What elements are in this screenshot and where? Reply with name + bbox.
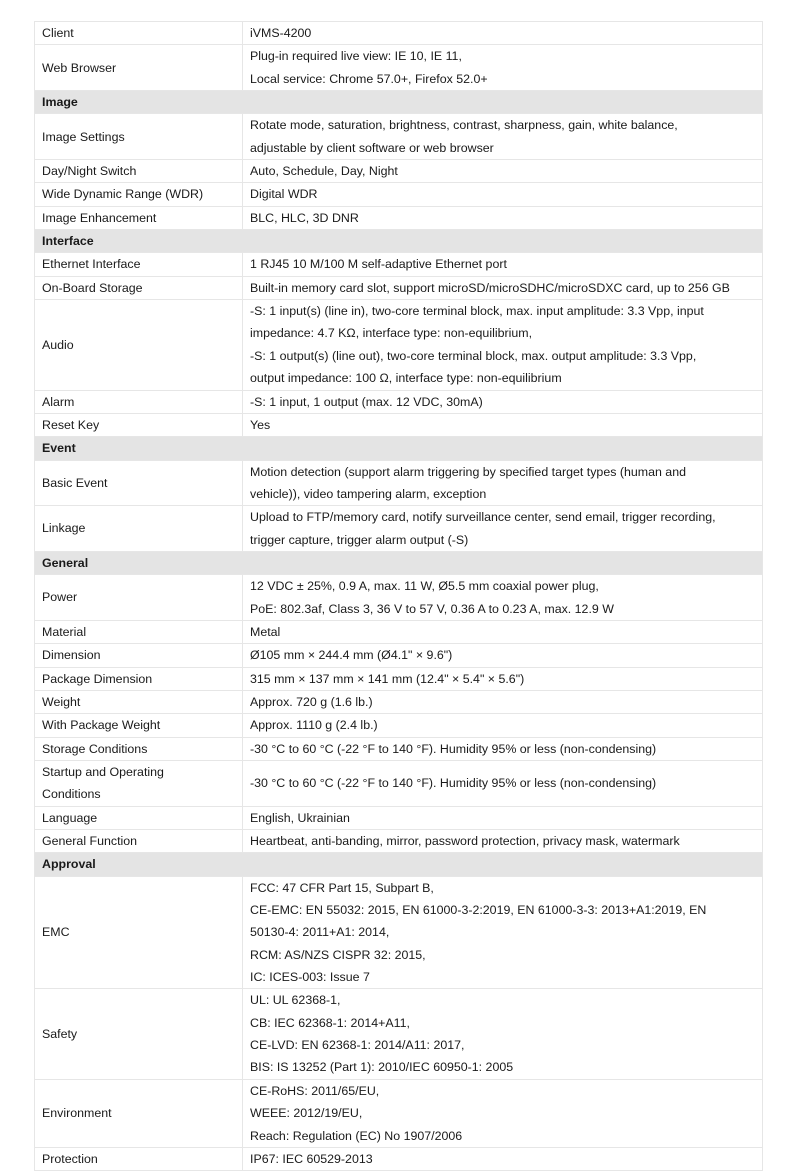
- spec-value: [243, 160, 763, 183]
- section-header-row: [35, 437, 763, 460]
- spec-value-line: -30 °C to 60 °C (-22 °F to 140 °F). Humidity 95% or less (non-condensing): [250, 776, 657, 791]
- spec-label-text: Conditions: [42, 787, 101, 802]
- spec-row: [35, 830, 763, 853]
- spec-label: [35, 114, 243, 160]
- spec-row: [35, 876, 763, 989]
- spec-value: [243, 276, 763, 299]
- spec-row: [35, 300, 763, 390]
- spec-label-text: Linkage: [42, 521, 86, 536]
- spec-row: [35, 714, 763, 737]
- spec-value-line: iVMS-4200: [250, 26, 312, 40]
- spec-value: [243, 714, 763, 737]
- spec-value-line: Heartbeat, anti-banding, mirror, password protection, privacy mask, watermark: [250, 834, 680, 849]
- spec-label-text: Startup and Operating: [42, 765, 164, 779]
- spec-label-text: Package Dimension: [42, 671, 153, 686]
- spec-label: [35, 460, 243, 506]
- spec-label: [35, 830, 243, 853]
- spec-label: [35, 989, 243, 1079]
- spec-label: [35, 413, 243, 436]
- spec-value: [243, 506, 763, 552]
- spec-row: [35, 737, 763, 760]
- spec-value: [243, 1147, 763, 1170]
- spec-value-line: 315 mm × 137 mm × 141 mm (12.4" × 5.4" × 5.6"): [250, 671, 525, 686]
- spec-row: [35, 45, 763, 91]
- specifications-table-body: [35, 22, 763, 1171]
- spec-label-text: Image Settings: [42, 129, 125, 144]
- spec-value: [243, 667, 763, 690]
- section-title-text: Interface: [42, 234, 94, 249]
- spec-row: [35, 206, 763, 229]
- spec-label-text: Protection: [42, 1151, 98, 1166]
- spec-value: [243, 761, 763, 807]
- spec-value-line: PoE: 802.3af, Class 3, 36 V to 57 V, 0.36 A to 0.23 A, max. 12.9 W: [250, 601, 614, 616]
- spec-label: [35, 690, 243, 713]
- spec-value-line: Approx. 720 g (1.6 lb.): [250, 694, 373, 709]
- spec-label-text: Client: [42, 26, 74, 40]
- spec-value: [243, 300, 763, 390]
- spec-label: [35, 1147, 243, 1170]
- spec-row: [35, 276, 763, 299]
- spec-value-line: Built-in memory card slot, support microSD/microSDHC/microSDXC card, up to 256 GB: [250, 280, 730, 295]
- spec-value-line: IC: ICES-003: Issue 7: [250, 970, 370, 985]
- spec-value: [243, 575, 763, 621]
- spec-row: [35, 160, 763, 183]
- spec-label-text: Reset Key: [42, 417, 100, 432]
- spec-label: [35, 876, 243, 989]
- spec-label: [35, 183, 243, 206]
- spec-value-line: output impedance: 100 Ω, interface type: non-equilibrium: [250, 371, 562, 386]
- spec-value: [243, 644, 763, 667]
- spec-value-line: 12 VDC ± 25%, 0.9 A, max. 11 W, Ø5.5 mm coaxial power plug,: [250, 579, 599, 594]
- spec-row: [35, 22, 763, 45]
- spec-row: [35, 506, 763, 552]
- spec-row: [35, 989, 763, 1079]
- spec-value-line: CE-EMC: EN 55032: 2015, EN 61000-3-2:2019, EN 61000-3-3: 2013+A1:2019, EN: [250, 903, 707, 918]
- spec-label-text: EMC: [42, 925, 70, 940]
- spec-value-line: Reach: Regulation (EC) No 1907/2006: [250, 1128, 463, 1143]
- spec-row: [35, 806, 763, 829]
- spec-value-line: Approx. 1110 g (2.4 lb.): [250, 718, 378, 733]
- section-title: [35, 230, 763, 253]
- spec-value: [243, 737, 763, 760]
- spec-value: [243, 460, 763, 506]
- spec-value: [243, 206, 763, 229]
- spec-row: [35, 114, 763, 160]
- spec-value-line: -S: 1 input(s) (line in), two-core terminal block, max. input amplitude: 3.3 Vpp, input: [250, 304, 704, 319]
- spec-value: [243, 806, 763, 829]
- spec-value: [243, 45, 763, 91]
- spec-value-line: IP67: IEC 60529-2013: [250, 1151, 373, 1166]
- spec-label: [35, 667, 243, 690]
- spec-value: [243, 390, 763, 413]
- spec-label-text: Ethernet Interface: [42, 257, 141, 272]
- spec-label-text: Dimension: [42, 648, 101, 663]
- spec-label: [35, 620, 243, 643]
- spec-label-text: Storage Conditions: [42, 741, 148, 756]
- spec-label-text: Basic Event: [42, 475, 108, 490]
- spec-value-line: CE-LVD: EN 62368-1: 2014/A11: 2017,: [250, 1038, 465, 1053]
- spec-value-line: CE-RoHS: 2011/65/EU,: [250, 1083, 380, 1098]
- spec-value-line: -S: 1 output(s) (line out), two-core terminal block, max. output amplitude: 3.3 Vpp,: [250, 348, 697, 363]
- section-header-row: [35, 853, 763, 876]
- spec-value-line: BLC, HLC, 3D DNR: [250, 210, 359, 225]
- spec-row: [35, 761, 763, 807]
- spec-value-line: Local service: Chrome 57.0+, Firefox 52.0+: [250, 71, 488, 86]
- spec-label: [35, 575, 243, 621]
- spec-value-line: Motion detection (support alarm triggering by specified target types (human and: [250, 464, 686, 479]
- spec-label: [35, 276, 243, 299]
- section-header-row: [35, 551, 763, 574]
- section-title-text: General: [42, 555, 89, 570]
- spec-value-line: Plug-in required live view: IE 10, IE 11,: [250, 49, 462, 64]
- spec-value-line: adjustable by client software or web browser: [250, 140, 494, 155]
- spec-label: [35, 22, 243, 45]
- spec-label-text: On-Board Storage: [42, 280, 143, 295]
- spec-value: [243, 413, 763, 436]
- spec-label-text: Audio: [42, 337, 74, 352]
- spec-label: [35, 806, 243, 829]
- spec-value-line: Digital WDR: [250, 187, 318, 202]
- spec-row: [35, 183, 763, 206]
- spec-value: [243, 690, 763, 713]
- spec-row: [35, 620, 763, 643]
- spec-value-line: Auto, Schedule, Day, Night: [250, 164, 398, 179]
- spec-label-text: Weight: [42, 694, 81, 709]
- spec-row: [35, 1079, 763, 1147]
- spec-value-line: Rotate mode, saturation, brightness, contrast, sharpness, gain, white balance,: [250, 118, 678, 133]
- spec-value-line: Upload to FTP/memory card, notify surveillance center, send email, trigger recording,: [250, 510, 716, 525]
- spec-label: [35, 1079, 243, 1147]
- spec-value-line: Yes: [250, 417, 271, 432]
- spec-value: [243, 620, 763, 643]
- section-title: [35, 551, 763, 574]
- spec-value-line: FCC: 47 CFR Part 15, Subpart B,: [250, 880, 434, 895]
- spec-value-line: Ø105 mm × 244.4 mm (Ø4.1" × 9.6"): [250, 648, 453, 663]
- spec-label: [35, 714, 243, 737]
- specifications-table: [34, 21, 763, 1171]
- spec-label-text: Alarm: [42, 394, 75, 409]
- spec-value-line: -30 °C to 60 °C (-22 °F to 140 °F). Humidity 95% or less (non-condensing): [250, 741, 657, 756]
- spec-row: [35, 460, 763, 506]
- spec-label-text: General Function: [42, 834, 138, 849]
- spec-row: [35, 575, 763, 621]
- spec-label: [35, 45, 243, 91]
- spec-label-text: Environment: [42, 1106, 112, 1121]
- spec-value: [243, 1079, 763, 1147]
- spec-label-text: Language: [42, 810, 98, 825]
- spec-label: [35, 761, 243, 807]
- section-title: [35, 437, 763, 460]
- spec-value-line: trigger capture, trigger alarm output (-S): [250, 532, 469, 547]
- spec-label: [35, 160, 243, 183]
- spec-label: [35, 644, 243, 667]
- spec-value-line: -S: 1 input, 1 output (max. 12 VDC, 30mA): [250, 394, 483, 409]
- spec-label-text: Power: [42, 590, 78, 605]
- spec-row: [35, 1147, 763, 1170]
- spec-value-line: English, Ukrainian: [250, 810, 350, 825]
- spec-value: [243, 114, 763, 160]
- spec-label-text: Image Enhancement: [42, 210, 157, 225]
- section-title-text: Event: [42, 441, 76, 456]
- spec-value-line: BIS: IS 13252 (Part 1): 2010/IEC 60950-1: 2005: [250, 1060, 514, 1075]
- spec-label-text: With Package Weight: [42, 718, 161, 733]
- spec-row: [35, 690, 763, 713]
- spec-value-line: CB: IEC 62368-1: 2014+A11,: [250, 1015, 410, 1030]
- spec-value-line: Metal: [250, 624, 281, 639]
- spec-row: [35, 413, 763, 436]
- spec-value-line: impedance: 4.7 KΩ, interface type: non-equilibrium,: [250, 326, 533, 341]
- section-header-row: [35, 230, 763, 253]
- spec-row: [35, 390, 763, 413]
- spec-value-line: 50130-4: 2011+A1: 2014,: [250, 925, 390, 940]
- spec-label: [35, 390, 243, 413]
- spec-value: [243, 989, 763, 1079]
- spec-label: [35, 506, 243, 552]
- section-title: [35, 853, 763, 876]
- spec-value-line: RCM: AS/NZS CISPR 32: 2015,: [250, 947, 426, 962]
- spec-label-text: Material: [42, 624, 87, 639]
- spec-value: [243, 183, 763, 206]
- spec-value: [243, 876, 763, 989]
- section-header-row: [35, 91, 763, 114]
- spec-value: [243, 830, 763, 853]
- spec-label: [35, 737, 243, 760]
- spec-label-text: Day/Night Switch: [42, 164, 137, 179]
- spec-value: [243, 22, 763, 45]
- spec-value-line: 1 RJ45 10 M/100 M self-adaptive Ethernet port: [250, 257, 507, 272]
- spec-row: [35, 253, 763, 276]
- spec-label-text: Wide Dynamic Range (WDR): [42, 187, 204, 202]
- section-title-text: Image: [42, 95, 78, 110]
- spec-label: [35, 253, 243, 276]
- spec-value: [243, 253, 763, 276]
- spec-value-line: vehicle)), video tampering alarm, exception: [250, 486, 487, 501]
- spec-label: [35, 206, 243, 229]
- spec-label-text: Web Browser: [42, 60, 117, 75]
- spec-value-line: WEEE: 2012/19/EU,: [250, 1106, 363, 1121]
- spec-row: [35, 667, 763, 690]
- spec-row: [35, 644, 763, 667]
- section-title: [35, 91, 763, 114]
- spec-label-text: Safety: [42, 1026, 78, 1041]
- section-title-text: Approval: [42, 857, 96, 872]
- spec-value-line: UL: UL 62368-1,: [250, 993, 341, 1008]
- spec-label: [35, 300, 243, 390]
